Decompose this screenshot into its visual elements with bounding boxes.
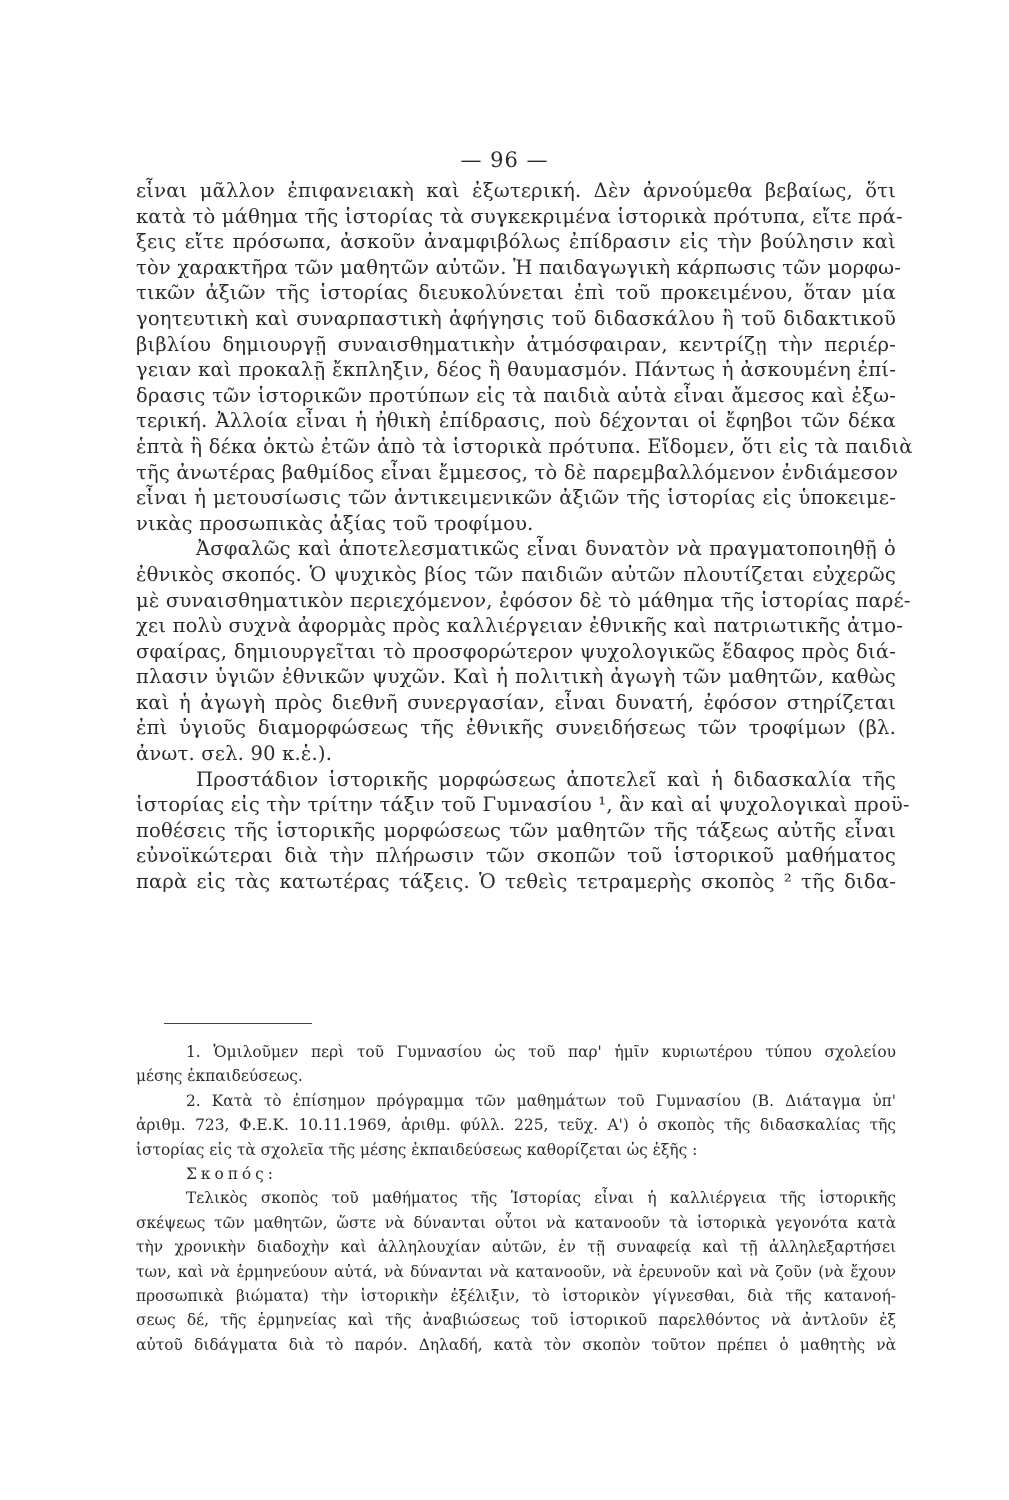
- text-line: ποθέσεις τῆς ἱστορικῆς μορφώσεως τῶν μαθητῶν τῆς τάξεως αὐτῆς εἶναι: [136, 818, 896, 842]
- footnote-line: ἀριθμ. 723, Φ.Ε.Κ. 10.11.1969, ἀριθμ. φύλλ. 225, τεῦχ. Α') ὁ σκοπὸς τῆς διδασκαλίας τῆς: [136, 1116, 896, 1135]
- footnote-line: προσωπικὰ βιώματα) τὴν ἱστορικὴν ἐξέλιξιν, τὸ ἱστορικὸν γίγνεσθαι, διὰ τῆς κατανοή-: [136, 1286, 896, 1305]
- footnote-line: ἱστορίας εἰς τὰ σχολεῖα τῆς μέσης ἐκπαιδεύσεως καθορίζεται ὡς ἑξῆς :: [136, 1140, 698, 1159]
- footnote-line: σκέψεως τῶν μαθητῶν, ὥστε νὰ δύνανται οὗτοι νὰ κατανοοῦν τὰ ἱστορικὰ γεγονότα κατὰ: [136, 1213, 896, 1232]
- text-line: εἶναι μᾶλλον ἐπιφανειακὴ καὶ ἐξωτερική. Δὲν ἀρνούμεθα βεβαίως, ὅτι: [136, 179, 896, 202]
- text-line: δρασις τῶν ἱστορικῶν προτύπων εἰς τὰ παιδιὰ αὐτὰ εἶναι ἄμεσος καὶ ἐξω-: [136, 383, 896, 407]
- text-line: εἶναι ἡ μετουσίωσις τῶν ἀντικειμενικῶν ἀξιῶν τῆς ἱστορίας εἰς ὑποκειμε-: [136, 486, 896, 510]
- text-line: τερική. Ἀλλοία εἶναι ἡ ἠθικὴ ἐπίδρασις, ποὺ δέχονται οἱ ἔφηβοι τῶν δέκα: [136, 409, 896, 433]
- footnote-heading: Σκοπός:: [186, 1164, 277, 1183]
- text-line: ἀνωτ. σελ. 90 κ.ἑ.).: [136, 742, 333, 766]
- text-line: βιβλίου δημιουργῇ συναισθηματικὴν ἀτμόσφαιραν, κεντρίζῃ τὴν περιέρ-: [136, 332, 896, 356]
- text-line: ἐπὶ ὑγιοῦς διαμορφώσεως τῆς ἐθνικῆς συνειδήσεως τῶν τροφίμων (βλ.: [136, 716, 896, 740]
- footnote-line: αὐτοῦ διδάγματα διὰ τὸ παρόν. Δηλαδή, κατὰ τὸν σκοπὸν τοῦτον πρέπει ὁ μαθητὴς νὰ: [136, 1335, 896, 1354]
- text-line: Προστάδιον ἱστορικῆς μορφώσεως ἀποτελεῖ καὶ ἡ διδασκαλία τῆς: [196, 767, 896, 791]
- footnote-line: σεως δέ, τῆς ἑρμηνείας καὶ τῆς ἀναβιώσεως τοῦ ἱστορικοῦ παρελθόντος νὰ ἀντλοῦν ἐξ: [136, 1311, 896, 1330]
- text-line: εὐνοϊκώτεραι διὰ τὴν πλήρωσιν τῶν σκοπῶν τοῦ ἱστορικοῦ μαθήματος: [136, 844, 896, 868]
- text-line: γοητευτικὴ καὶ συναρπαστικὴ ἀφήγησις τοῦ διδασκάλου ἢ τοῦ διδακτικοῦ: [136, 306, 896, 330]
- text-line: σφαίρας, δημιουργεῖται τὸ προσφορώτερον ψυχολογικῶς ἔδαφος πρὸς διά-: [136, 639, 896, 663]
- footnote-line: τὴν χρονικὴν διαδοχὴν καὶ ἀλληλουχίαν αὐτῶν, ἐν τῇ συναφείᾳ καὶ τῇ ἀλληλεξαρτήσει: [136, 1238, 896, 1257]
- text-line: τῆς ἀνωτέρας βαθμίδος εἶναι ἔμμεσος, τὸ δὲ παρεμβαλλόμενον ἐνδιάμεσον: [136, 460, 899, 484]
- text-line: μὲ συναισθηματικὸν περιεχόμενον, ἐφόσον δὲ τὸ μάθημα τῆς ἱστορίας παρέ-: [136, 588, 911, 612]
- text-line: τὸν χαρακτῆρα τῶν μαθητῶν αὐτῶν. Ἡ παιδαγωγικὴ κάρπωσις τῶν μορφω-: [136, 255, 901, 279]
- page-number: — 96 —: [460, 148, 549, 172]
- footnote-line: 1. Ὁμιλοῦμεν περὶ τοῦ Γυμνασίου ὡς τοῦ παρ' ἡμῖν κυριωτέρου τύπου σχολείου: [186, 1043, 896, 1061]
- text-line: καὶ ἡ ἀγωγὴ πρὸς διεθνῆ συνεργασίαν, εἶναι δυνατή, ἐφόσον στηρίζεται: [136, 690, 896, 714]
- text-line: πλασιν ὑγιῶν ἐθνικῶν ψυχῶν. Καὶ ἡ πολιτικὴ ἀγωγὴ τῶν μαθητῶν, καθὼς: [136, 665, 896, 689]
- footnotes: [136, 1040, 896, 1357]
- footnote-line: των, καὶ νὰ ἑρμηνεύουν αὐτά, νὰ δύνανται νὰ κατανοοῦν, νὰ ἐρευνοῦν καὶ νὰ ζοῦν (νὰ ἔχουν: [136, 1262, 896, 1281]
- text-line: ἑπτὰ ἢ δέκα ὀκτὼ ἐτῶν ἀπὸ τὰ ἱστορικὰ πρότυπα. Εἴδομεν, ὅτι εἰς τὰ παιδιὰ: [136, 434, 913, 458]
- text-line: κατὰ τὸ μάθημα τῆς ἱστορίας τὰ συγκεκριμένα ἱστορικὰ πρότυπα, εἴτε πρά-: [136, 204, 903, 228]
- text-line: ξεις εἴτε πρόσωπα, ἀσκοῦν ἀναμφιβόλως ἐπίδρασιν εἰς τὴν βούλησιν καὶ: [136, 230, 896, 254]
- footnote-line: 2. Κατὰ τὸ ἐπίσημον πρόγραμμα τῶν μαθημάτων τοῦ Γυμνασίου (Β. Διάταγμα ὑπ': [186, 1091, 896, 1110]
- text-line: γειαν καὶ προκαλῇ ἔκπληξιν, δέος ἢ θαυμασμόν. Πάντως ἡ ἀσκουμένη ἐπί-: [136, 358, 896, 382]
- text-line: ἐθνικὸς σκοπός. Ὁ ψυχικὸς βίος τῶν παιδιῶν αὐτῶν πλουτίζεται εὐχερῶς: [136, 562, 896, 586]
- text-line: νικὰς προσωπικὰς ἀξίας τοῦ τροφίμου.: [136, 511, 534, 535]
- text-line: παρὰ εἰς τὰς κατωτέρας τάξεις. Ὁ τεθεὶς τετραμερὴς σκοπὸς ² τῆς διδα-: [136, 870, 896, 894]
- text-line: τικῶν ἀξιῶν τῆς ἱστορίας διευκολύνεται ἐπὶ τοῦ προκειμένου, ὅταν μία: [136, 281, 896, 305]
- footnote-separator: [164, 1023, 312, 1024]
- text-line: Ἀσφαλῶς καὶ ἀποτελεσματικῶς εἶναι δυνατὸν νὰ πραγματοποιηθῇ ὁ: [196, 537, 896, 561]
- footnote-line: μέσης ἐκπαιδεύσεως.: [136, 1067, 303, 1086]
- text-line: ἱστορίας εἰς τὴν τρίτην τάξιν τοῦ Γυμνασίου ¹, ἂν καὶ αἱ ψυχολογικαὶ προϋ-: [136, 793, 910, 817]
- main-text: [136, 178, 913, 895]
- text-line: χει πολὺ συχνὰ ἀφορμὰς πρὸς καλλιέργειαν ἐθνικῆς καὶ πατριωτικῆς ἀτμο-: [136, 614, 904, 638]
- footnote-line: Τελικὸς σκοπὸς τοῦ μαθήματος τῆς Ἱστορίας εἶναι ἡ καλλιέργεια τῆς ἱστορικῆς: [186, 1189, 896, 1208]
